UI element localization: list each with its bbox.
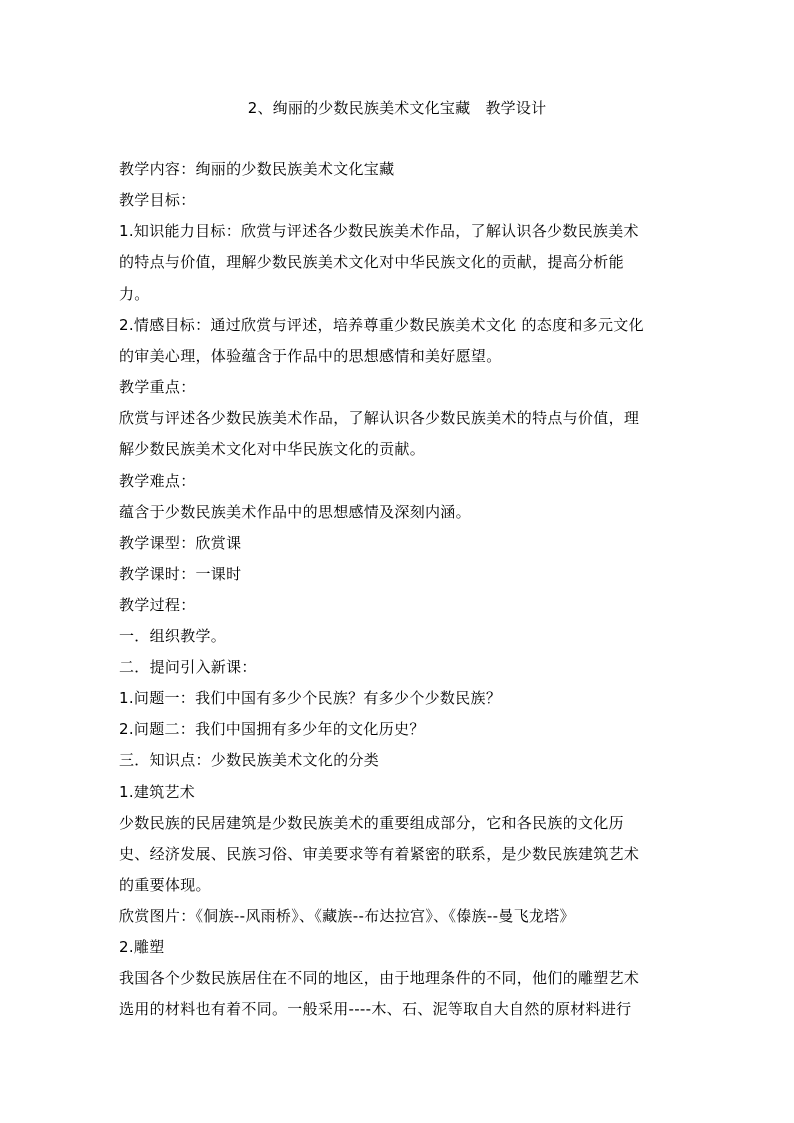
text-line: 三．知识点：少数民族美术文化的分类 [119,751,380,769]
document-title: 2、绚丽的少数民族美术文化宝藏 教学设计 [247,99,547,117]
text-line: 教学目标： [119,191,196,209]
text-line: 的重要体现。 [119,876,211,894]
text-line: 2.情感目标：通过欣赏与评述，培养尊重少数民族美术文化 的态度和多元文化 [119,316,644,334]
text-line: 二．提问引入新课： [119,658,257,676]
text-line: 1.问题一：我们中国有多少个民族？有多少个少数民族？ [119,689,502,707]
text-line: 欣赏图片：《侗族--风雨桥》、《藏族--布达拉宫》、《傣族--曼飞龙塔》 [119,907,575,925]
text-line: 力。 [119,285,150,303]
text-line: 一．组织教学。 [119,627,227,645]
text-line: 1.知识能力目标：欣赏与评述各少数民族美术作品，了解认识各少数民族美术 [119,222,639,240]
text-line: 2.问题二：我们中国拥有多少年的文化历史？ [119,720,425,738]
text-line: 教学重点： [119,378,196,396]
text-line: 我国各个少数民族居住在不同的地区，由于地理条件的不同，他们的雕塑艺术 [119,969,640,987]
text-line: 蕴含于少数民族美术作品中的思想感情及深刻内涵。 [119,503,471,521]
text-line: 解少数民族美术文化对中华民族文化的贡献。 [119,440,426,458]
text-line: 教学过程： [119,596,196,614]
text-line: 教学课型：欣赏课 [119,534,242,552]
text-line: 少数民族的民居建筑是少数民族美术的重要组成部分，它和各民族的文化历 [119,814,624,832]
text-line: 欣赏与评述各少数民族美术作品，了解认识各少数民族美术的特点与价值，理 [119,409,640,427]
text-line: 教学课时：一课时 [119,565,242,583]
text-line: 2.雕塑 [119,938,165,956]
text-line: 教学难点： [119,472,196,490]
text-line: 的特点与价值，理解少数民族美术文化对中华民族文化的贡献，提高分析能 [119,253,624,271]
text-line: 选用的材料也有着不同。一般采用----木、石、泥等取自大自然的原材料进行 [119,1000,632,1018]
text-line: 教学内容：绚丽的少数民族美术文化宝藏 [119,160,395,178]
text-line: 1.建筑艺术 [119,783,196,801]
text-line: 的审美心理，体验蕴含于作品中的思想感情和美好愿望。 [119,347,502,365]
text-line: 史、经济发展、民族习俗、审美要求等有着紧密的联系，是少数民族建筑艺术 [119,845,640,863]
